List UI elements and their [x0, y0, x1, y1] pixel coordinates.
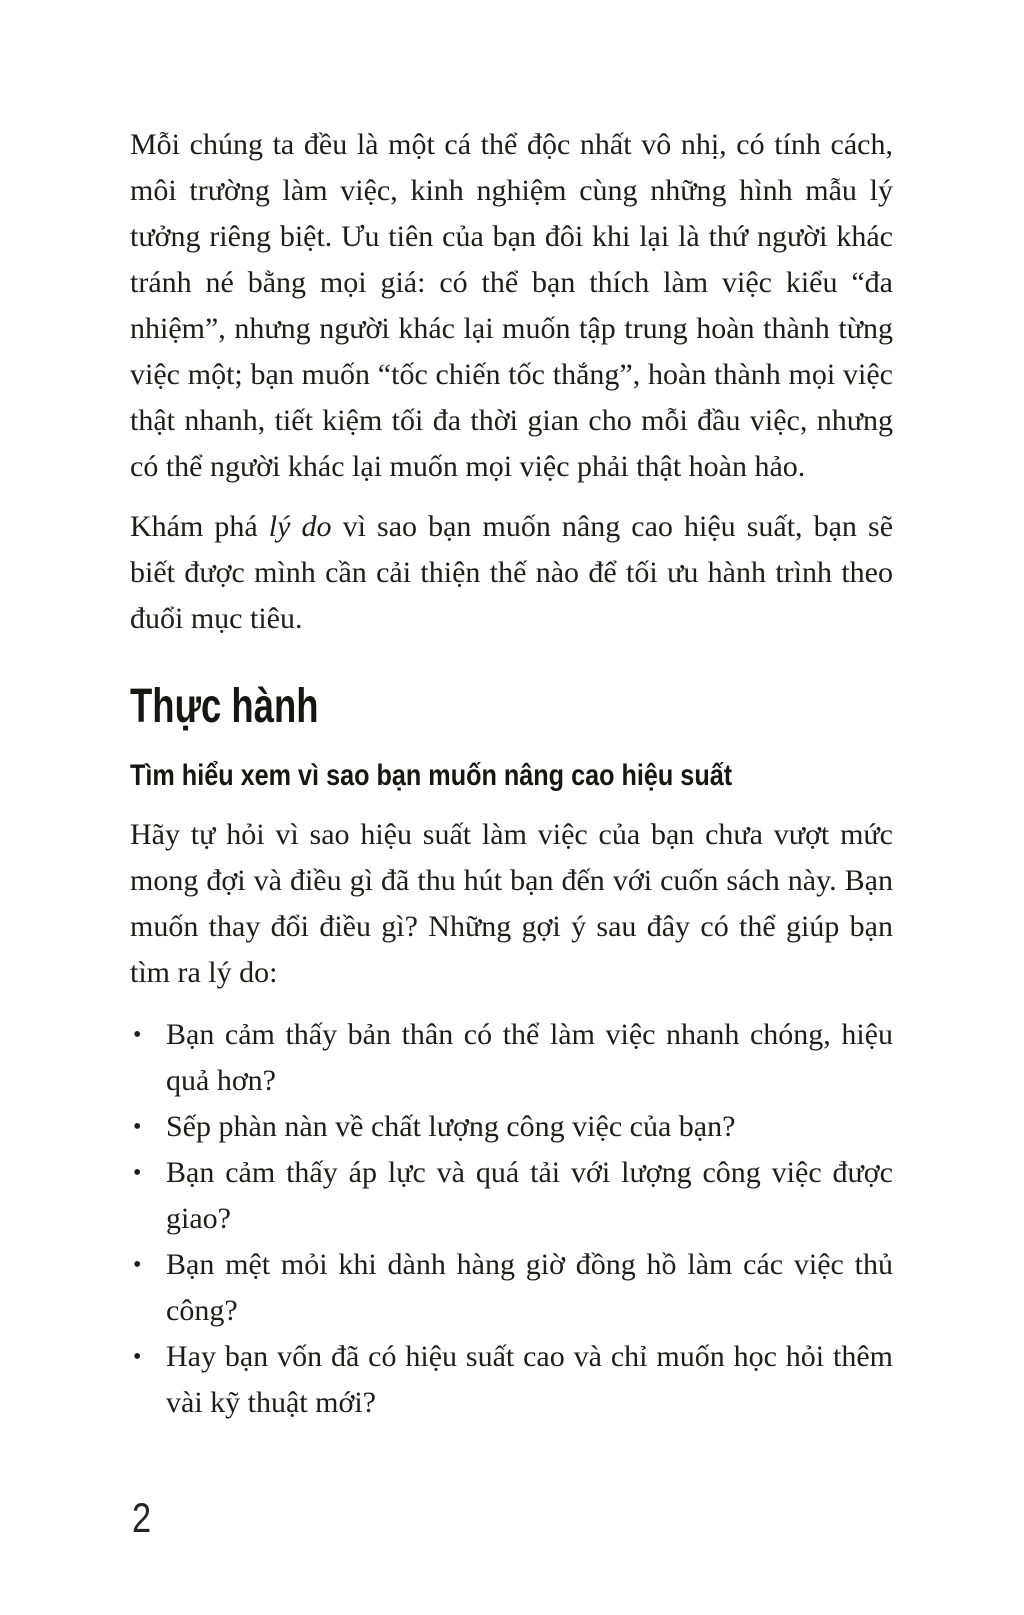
list-item [130, 1104, 893, 1150]
bullet-text: Bạn mệt mỏi khi dành hàng giờ đồng hồ làm các việc thủ công? [166, 1248, 893, 1327]
paragraph-intro: Mỗi chúng ta đều là một cá thể độc nhất vô nhị, có tính cách, môi trường làm việc, kinh nghiệm cùng những hình mẫu lý tưởng riêng biệt. Ưu tiên của bạn đôi khi lại là thứ người khác tránh né bằng mọi giá: có thể bạn thích làm việc kiểu “đa nhiệm”, nhưng người khác lại muốn tập trung hoàn thành từng việc một; bạn muốn “tốc chiến tốc thắng”, hoàn thành mọi việc thật nhanh, tiết kiệm tối đa thời gian cho mỗi đầu việc, nhưng có thể người khác lại muốn mọi việc phải thật hoàn hảo. [130, 128, 893, 483]
paragraph-ask: Hãy tự hỏi vì sao hiệu suất làm việc của bạn chưa vượt mức mong đợi và điều gì đã thu hút bạn đến với cuốn sách này. Bạn muốn thay đổi điều gì? Những gợi ý sau đây có thể giúp bạn tìm ra lý do: [130, 818, 893, 989]
italic-emphasis: lý do [268, 510, 332, 543]
bullet-icon: • [133, 1160, 142, 1186]
section-heading: Thực hành [130, 680, 319, 733]
subsection-heading: Tìm hiểu xem vì sao bạn muốn nâng cao hiệu suất [130, 759, 733, 792]
paragraph-discover-prefix: Khám phá [130, 510, 269, 543]
paragraph-discover [130, 504, 893, 642]
list-item [130, 1242, 893, 1334]
bullet-text: Hay bạn vốn đã có hiệu suất cao và chỉ muốn học hỏi thêm vài kỹ thuật mới? [166, 1340, 893, 1419]
list-item [130, 1012, 893, 1104]
bullet-text: Bạn cảm thấy bản thân có thể làm việc nhanh chóng, hiệu quả hơn? [166, 1018, 893, 1097]
bullet-icon: • [133, 1114, 142, 1140]
bullet-text: Sếp phàn nàn về chất lượng công việc của bạn? [166, 1110, 736, 1143]
bullet-icon: • [133, 1022, 142, 1048]
page-number: 2 [132, 1494, 152, 1541]
paragraph-discover-suffix: vì sao bạn muốn nâng cao hiệu suất, bạn sẽ biết được mình cần cải thiện thế nào để tối ưu hành trình theo đuổi mục tiêu. [130, 510, 894, 635]
list-item [130, 1334, 893, 1426]
bullet-list [130, 1012, 893, 1426]
bullet-text: Bạn cảm thấy áp lực và quá tải với lượng công việc được giao? [166, 1156, 893, 1235]
bullet-icon: • [133, 1252, 142, 1278]
list-item [130, 1150, 893, 1242]
text-column [130, 122, 893, 1426]
bullet-icon: • [133, 1344, 142, 1370]
